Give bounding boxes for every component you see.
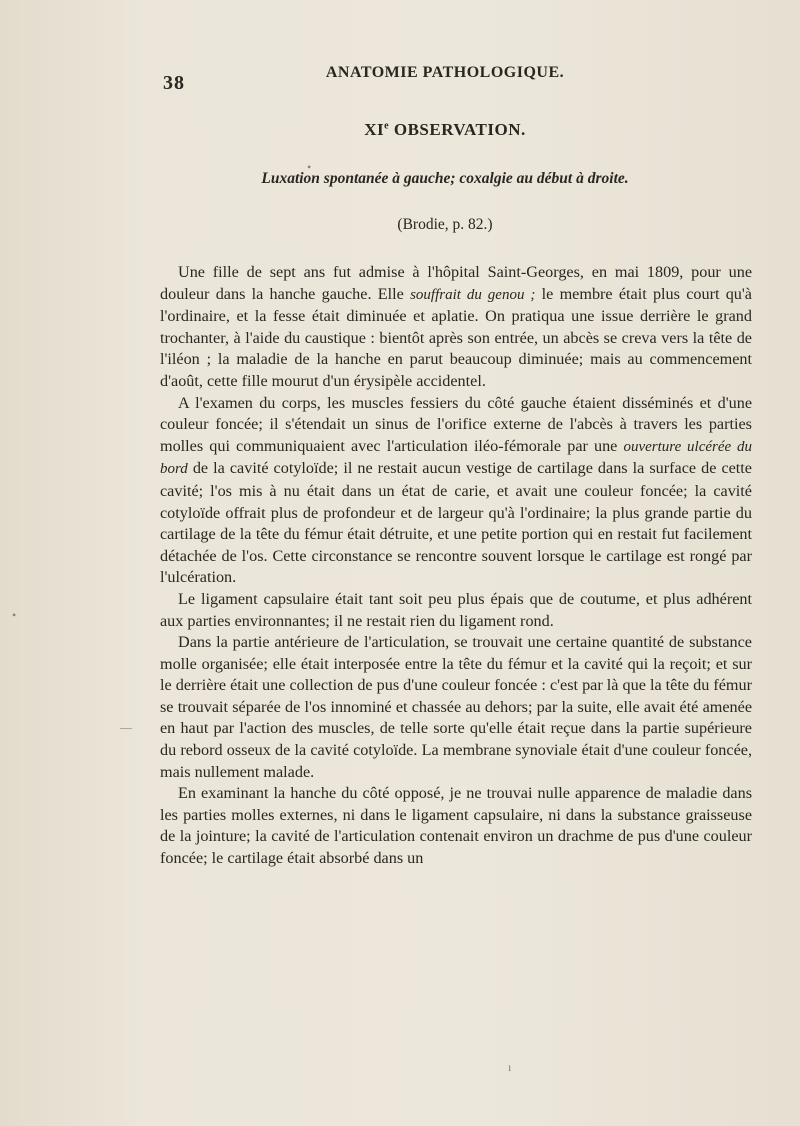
paragraph-1-italic: souffrait du genou ; — [410, 286, 536, 303]
paragraph-4-text: Dans la partie antérieure de l'articulation, se trouvait une certaine quantité de substance molle organisée; elle était interposée entre la tête du fémur et la cavité qui la reçoit; et sur le derrière était une collection de pus d'une couleur foncée : c'est par là que la tête du fémur se trouvait séparée de l'os innominé et chassée au dehors; par la suite, elle avait été amenée en haut par l'action des muscles, de telle sorte qu'elle était reçue dans la partie supérieure du rebord osseux de la cavité cotyloïde. La membrane synoviale était d'une couleur foncée, mais nullement malade. — [160, 633, 752, 781]
observation-word: OBSERVATION. — [389, 120, 526, 139]
observation-subtitle: Luxation spontanée à gauche; coxalgie au début à droite. — [261, 170, 629, 187]
paragraph-5-text: En examinant la hanche du côté opposé, je ne trouvai nulle apparence de maladie dans les parties molles externes, ni dans le ligament capsulaire, ni dans la substance graisseuse de la jointure; la cavité de l'articulation contenait environ un drachme de pus d'une couleur foncée; le cartilage était absorbé dans un — [160, 784, 752, 868]
paragraph-1-text-b: le membre était plus court qu'à l'ordinaire, et la fesse était diminuée et aplatie. On pratiqua une issue derrière le grand trochanter, à l'aide du caustique : bientôt après son entrée, un abcès se creva vers la tête de l'iléon ; la maladie de la hanche en parut beaucoup diminuée; mais au commencement d'août, cette fille mourut d'un érysipèle accidentel. — [160, 284, 752, 390]
margin-speck: • — [12, 608, 17, 622]
paragraph-2-text-a: A l'examen du corps, les muscles fessiers du côté gauche étaient disséminés et d'une couleur foncée; il s'étendait un sinus de l'orifice externe de l'abcès à travers les parties molles qui communiquaient avec l'articulation iléo-fémorale par une — [160, 393, 752, 455]
margin-stroke: — — [120, 720, 132, 734]
paragraph-3 — [160, 589, 752, 632]
paragraph-2-italic: ouverture ulcérée du bord — [160, 438, 752, 478]
paragraph-3-text: Le ligament capsulaire était tant soit peu plus épais que de coutume, et plus adhérent aux parties environnantes; il ne restait rien du ligament rond. — [160, 589, 752, 630]
paragraph-4 — [160, 632, 752, 783]
paragraph-1 — [160, 262, 752, 393]
page-number: 38 — [163, 72, 185, 94]
paragraph-5 — [160, 783, 752, 869]
paragraph-2-text-b: de la cavité cotyloïde; il ne restait aucun vestige de cartilage dans la surface de cette cavité; l'os mis à nu était dans un état de carie, et avait une couleur foncée; la cavité cotyloïde offrait plus de profondeur et de largeur qu'à l'ordinaire; la plus grande partie du cartilage de la tête du fémur était détruite, et une petite portion qui en restait fut facilement détachée de l'os. Cette circonstance se rencontre souvent lorsque le cartilage est rongé par l'ulcération. — [160, 459, 752, 587]
ink-speck: • — [307, 160, 312, 174]
running-head: ANATOMIE PATHOLOGIQUE. — [325, 64, 565, 81]
ink-speck-bottom: ı — [508, 1060, 512, 1074]
source-citation: (Brodie, p. 82.) — [397, 216, 493, 233]
body-text — [160, 262, 752, 870]
observation-title — [0, 120, 800, 140]
paragraph-1-text-a: Une fille de sept ans fut admise à l'hôpital Saint-Georges, en mai 1809, pour une douleur dans la hanche gauche. Elle — [160, 263, 752, 303]
observation-ordinal-suffix: e — [384, 120, 390, 132]
observation-number: XI — [364, 120, 385, 139]
paragraph-2 — [160, 393, 752, 589]
